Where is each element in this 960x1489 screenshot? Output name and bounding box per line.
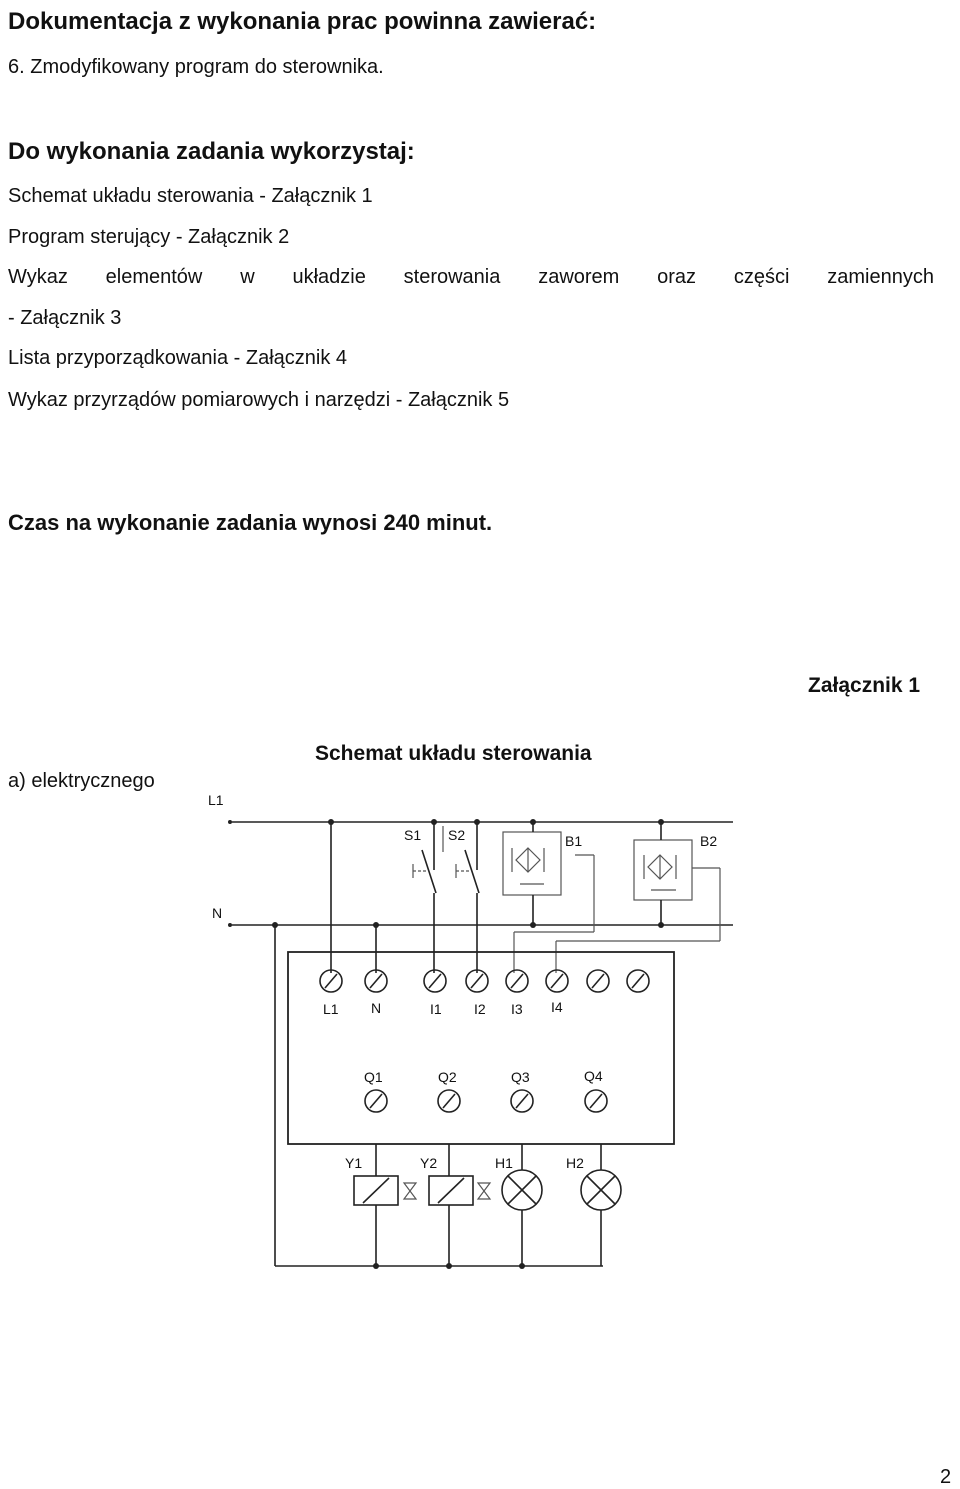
resource-line-1: Schemat układu sterowania - Załącznik 1 bbox=[8, 185, 373, 207]
lamp-h2 bbox=[581, 1144, 621, 1266]
terminal-i2-label: I2 bbox=[474, 1001, 486, 1017]
diagram-title: Schemat układu sterowania bbox=[315, 742, 592, 765]
time-note: Czas na wykonanie zadania wynosi 240 minut. bbox=[8, 510, 493, 535]
terminal-i1-label: I1 bbox=[430, 1001, 442, 1017]
y2-label: Y2 bbox=[420, 1155, 438, 1171]
doc-item-6: 6. Zmodyfikowany program do sterownika. bbox=[8, 56, 384, 78]
valve-y1 bbox=[354, 1144, 416, 1269]
b1-label: B1 bbox=[565, 833, 583, 849]
terminal-i3-label: I3 bbox=[511, 1001, 523, 1017]
doc-heading: Dokumentacja z wykonania prac powinna zawierać: bbox=[8, 8, 597, 35]
resource-line-3: Wykaz elementów w układzie sterowania zaworem oraz części zamiennych bbox=[8, 266, 934, 288]
switch-s2 bbox=[443, 819, 480, 973]
resource-line-3b: - Załącznik 3 bbox=[8, 307, 122, 329]
page-number: 2 bbox=[940, 1466, 952, 1488]
resource-line-4: Lista przyporządkowania - Załącznik 4 bbox=[8, 347, 348, 369]
plc-output-terminals bbox=[364, 1068, 607, 1112]
terminal-q1-label: Q1 bbox=[364, 1069, 383, 1085]
plc-input-terminals bbox=[320, 970, 649, 1017]
s1-label: S1 bbox=[404, 827, 422, 843]
sensor-b1 bbox=[503, 819, 594, 928]
switch-s1 bbox=[404, 819, 437, 973]
terminal-i4-label: I4 bbox=[551, 999, 563, 1015]
sensor-b2 bbox=[634, 819, 720, 941]
terminal-l1-label: L1 bbox=[323, 1001, 339, 1017]
y1-label: Y1 bbox=[345, 1155, 363, 1171]
h2-label: H2 bbox=[566, 1155, 584, 1171]
valve-y2 bbox=[429, 1144, 490, 1269]
terminal-q4-label: Q4 bbox=[584, 1068, 603, 1084]
l1-supply-label: L1 bbox=[208, 792, 224, 808]
s2-label: S2 bbox=[448, 827, 466, 843]
h1-label: H1 bbox=[495, 1155, 513, 1171]
supply-lines bbox=[208, 792, 733, 927]
n-supply-label: N bbox=[212, 905, 223, 921]
b2-label: B2 bbox=[700, 833, 718, 849]
terminal-q3-label: Q3 bbox=[511, 1069, 530, 1085]
terminal-q2-label: Q2 bbox=[438, 1069, 457, 1085]
resource-line-2: Program sterujący - Załącznik 2 bbox=[8, 226, 290, 248]
plc-module bbox=[288, 952, 674, 1144]
resource-line-5: Wykaz przyrządów pomiarowych i narzędzi - Załącznik 5 bbox=[8, 389, 510, 411]
section-a-label: a) elektrycznego bbox=[8, 770, 155, 792]
terminal-n-label: N bbox=[371, 1000, 382, 1016]
resources-heading: Do wykonania zadania wykorzystaj: bbox=[8, 138, 415, 165]
attachment-label: Załącznik 1 bbox=[808, 674, 921, 697]
